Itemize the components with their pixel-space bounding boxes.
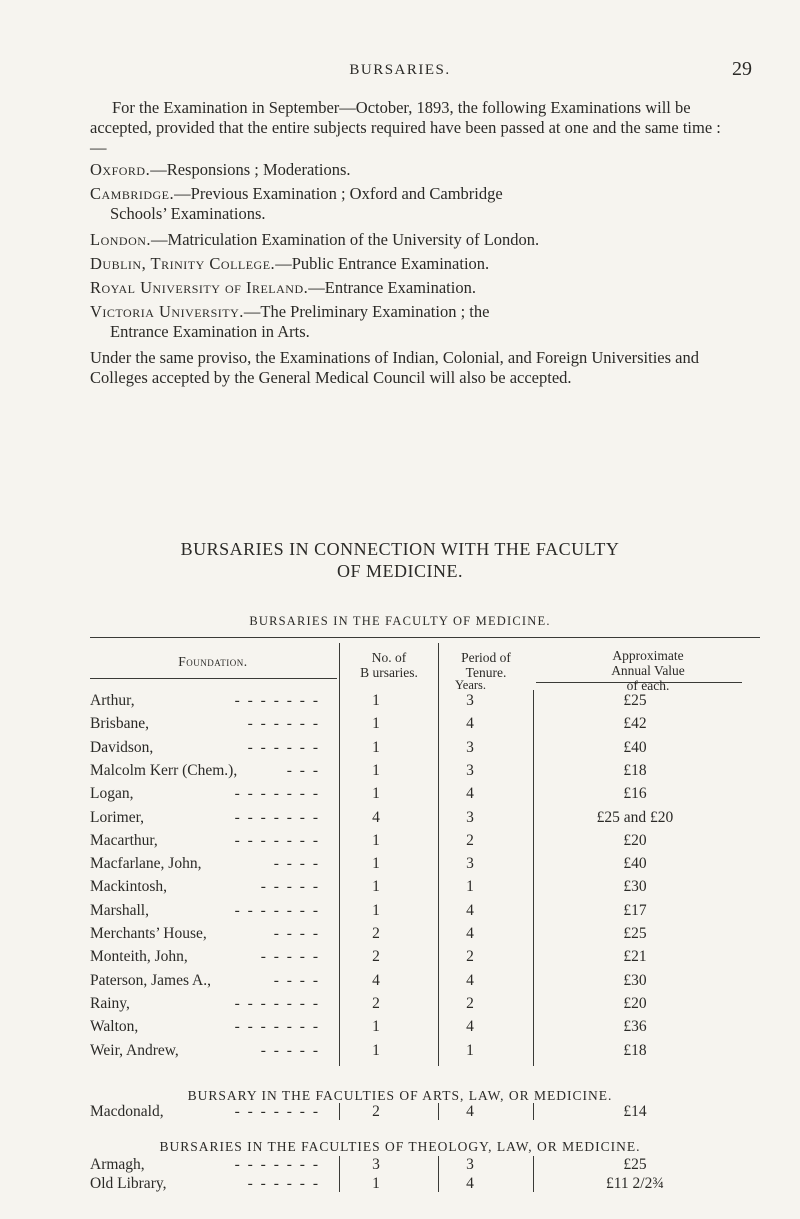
annual-value: £11 2/2¾ <box>606 1175 664 1192</box>
table-row <box>90 692 760 709</box>
annual-value: £25 <box>623 1156 647 1173</box>
exam-text: —Public Entrance Examination. <box>275 254 490 273</box>
bursary-count: 3 <box>372 1156 380 1173</box>
exam-institution: Victoria University. <box>90 302 244 321</box>
foundation-name: Rainy, <box>90 994 130 1012</box>
exam-text: —Responsions ; Moderations. <box>150 160 351 179</box>
tenure-years: 4 <box>466 785 474 803</box>
theology-section-title: BURSARIES IN THE FACULTIES OF THEOLOGY, LAW, OR MEDICINE. <box>159 1139 641 1154</box>
leader-dashes: - - - - - - - <box>234 1156 320 1173</box>
leader-dashes: - - - - - <box>260 878 320 896</box>
foundation-name: Old Library, <box>90 1175 167 1192</box>
foundation-name: Brisbane, <box>90 715 149 733</box>
header-number <box>340 650 438 680</box>
table-row <box>90 948 760 965</box>
bursary-count: 4 <box>372 808 380 826</box>
tenure-years: 2 <box>466 994 474 1012</box>
tenure-years: 4 <box>466 925 474 942</box>
bursary-count: 1 <box>372 761 380 779</box>
leader-dashes: - - - - - - - <box>234 808 320 826</box>
annual-value: £18 <box>623 1041 647 1059</box>
annual-value: £16 <box>623 785 647 803</box>
table-row <box>90 1175 760 1192</box>
leader-dashes: - - - - - - - <box>234 785 320 803</box>
tenure-years: 4 <box>466 1018 474 1036</box>
header-rule <box>90 678 337 679</box>
table-row <box>90 785 760 802</box>
bursary-count: 1 <box>372 878 380 896</box>
annual-value: £36 <box>623 1018 647 1036</box>
annual-value: £40 <box>623 855 647 873</box>
tenure-years: 4 <box>466 715 474 733</box>
table-row <box>90 1018 760 1035</box>
header-line: Tenure. <box>465 665 507 680</box>
foundation-name: Mackintosh, <box>90 878 168 896</box>
leader-dashes: - - - - <box>273 855 320 873</box>
tenure-years: 4 <box>466 901 474 919</box>
bursary-count: 2 <box>372 1103 380 1120</box>
bursary-count: 1 <box>372 831 380 849</box>
leader-dashes: - - - - - <box>260 1041 320 1059</box>
annual-value: £25 <box>623 925 647 942</box>
foundation-name: Walton, <box>90 1018 139 1036</box>
column-rule <box>438 1103 439 1120</box>
intro-paragraph: For the Examination in September—October, 1893, the following Examinations will be accepted, provided that the entire subjects required have been passed at one and the same time :— <box>90 98 721 157</box>
period-unit-label: Years. <box>455 678 487 692</box>
table-row <box>90 809 760 826</box>
tenure-years: 4 <box>466 1103 474 1120</box>
leader-dashes: - - - - - - - <box>234 1018 320 1036</box>
exam-oxford <box>90 160 730 180</box>
leader-dashes: - - - - <box>273 971 320 989</box>
exam-london <box>90 230 730 250</box>
main-title-line: BURSARIES IN CONNECTION WITH THE FACULTY <box>180 539 620 559</box>
exam-institution: Cambridge. <box>90 184 175 203</box>
exam-cambridge <box>90 184 730 224</box>
leader-dashes: - - - - - - <box>247 1175 320 1192</box>
bursary-count: 1 <box>372 785 380 803</box>
foundation-name: Weir, Andrew, <box>90 1041 179 1059</box>
exam-institution: London. <box>90 230 152 249</box>
annual-value: £21 <box>623 948 647 966</box>
foundation-name: Malcolm Kerr (Chem.), <box>90 761 238 779</box>
table-top-rule <box>90 637 760 638</box>
table-row <box>90 878 760 895</box>
header-line: Approximate <box>612 648 684 663</box>
foundation-name: Macdonald, <box>90 1103 164 1120</box>
table-row <box>90 972 760 989</box>
exam-text: —Matriculation Examination of the University of London. <box>151 230 540 249</box>
table-row <box>90 855 760 872</box>
table-row <box>90 1103 760 1120</box>
header-period <box>439 650 533 680</box>
foundation-name: Lorimer, <box>90 808 145 826</box>
tenure-years: 2 <box>466 948 474 966</box>
leader-dashes: - - - - <box>273 925 320 942</box>
bursary-count: 1 <box>372 1041 380 1059</box>
column-rule <box>339 1156 340 1192</box>
foundation-name: Paterson, James A., <box>90 971 211 989</box>
annual-value: £25 <box>623 692 647 709</box>
bursary-count: 4 <box>372 971 380 989</box>
annual-value: £14 <box>623 1103 647 1120</box>
bursary-count: 1 <box>372 901 380 919</box>
tenure-years: 2 <box>466 831 474 849</box>
header-line: B ursaries. <box>360 665 418 680</box>
tenure-years: 1 <box>466 878 474 896</box>
annual-value: £20 <box>623 994 647 1012</box>
exam-text: —Entrance Examination. <box>308 278 476 297</box>
exam-victoria <box>90 302 730 342</box>
exam-institution: Oxford. <box>90 160 151 179</box>
bursary-count: 2 <box>372 925 380 942</box>
annual-value: £42 <box>623 715 647 733</box>
table-row <box>90 1156 760 1173</box>
tenure-years: 3 <box>466 808 474 826</box>
bursary-count: 1 <box>372 715 380 733</box>
table-row <box>90 1042 760 1059</box>
foundation-name: Marshall, <box>90 901 149 919</box>
exam-continuation: Entrance Examination in Arts. <box>110 322 310 341</box>
exam-text: —The Preliminary Examination ; the <box>243 302 490 321</box>
table-title: BURSARIES IN THE FACULTY OF MEDICINE. <box>249 614 551 628</box>
header-value <box>534 648 762 693</box>
foundation-name: Macfarlane, John, <box>90 855 202 873</box>
leader-dashes: - - - - - - - <box>234 994 320 1012</box>
exam-institution: Dublin, Trinity College. <box>90 254 276 273</box>
leader-dashes: - - - - - - - <box>234 692 320 709</box>
column-rule <box>533 1156 534 1192</box>
bursary-count: 1 <box>372 692 380 709</box>
exam-text: —Previous Examination ; Oxford and Cambridge <box>174 184 503 203</box>
annual-value: £40 <box>623 738 647 756</box>
exam-continuation: Schools’ Examinations. <box>110 204 266 223</box>
annual-value: £20 <box>623 831 647 849</box>
header-line: of each. <box>626 678 670 693</box>
foundation-name: Arthur, <box>90 692 135 709</box>
exam-royal-university <box>90 278 730 298</box>
bursary-count: 1 <box>372 1175 380 1192</box>
tenure-years: 3 <box>466 1156 474 1173</box>
leader-dashes: - - - - - - - <box>234 1103 320 1120</box>
header-line: Period of <box>461 650 511 665</box>
foundation-name: Logan, <box>90 785 134 803</box>
exam-dublin <box>90 254 730 274</box>
tenure-years: 3 <box>466 738 474 756</box>
tenure-years: 4 <box>466 971 474 989</box>
header-line: Annual Value <box>611 663 685 678</box>
foundation-name: Macarthur, <box>90 831 158 849</box>
annual-value: £17 <box>623 901 647 919</box>
bursary-count: 2 <box>372 994 380 1012</box>
tenure-years: 3 <box>466 692 474 709</box>
column-rule <box>339 1103 340 1120</box>
bursary-count: 1 <box>372 1018 380 1036</box>
leader-dashes: - - - - - - - <box>234 901 320 919</box>
bursary-count: 2 <box>372 948 380 966</box>
leader-dashes: - - - - - - - <box>234 831 320 849</box>
leader-dashes: - - - - - - <box>247 715 320 733</box>
leader-dashes: - - - - - - <box>247 738 320 756</box>
table-row <box>90 925 760 942</box>
foundation-name: Monteith, John, <box>90 948 188 966</box>
table-row <box>90 715 760 732</box>
bursary-count: 1 <box>372 855 380 873</box>
bursary-count: 1 <box>372 738 380 756</box>
main-title-line: OF MEDICINE. <box>337 561 463 581</box>
column-rule <box>533 1103 534 1120</box>
foundation-name: Armagh, <box>90 1156 145 1173</box>
leader-dashes: - - - - - <box>260 948 320 966</box>
arts-section-title: BURSARY IN THE FACULTIES OF ARTS, LAW, OR MEDICINE. <box>187 1088 613 1103</box>
annual-value: £30 <box>623 971 647 989</box>
table-row <box>90 762 760 779</box>
foundation-name: Merchants’ House, <box>90 925 207 942</box>
foundation-name: Davidson, <box>90 738 154 756</box>
table-row <box>90 832 760 849</box>
table-row <box>90 739 760 756</box>
table-row <box>90 995 760 1012</box>
tenure-years: 4 <box>466 1175 474 1192</box>
column-rule <box>438 1156 439 1192</box>
header-foundation: Foundation. <box>178 654 248 669</box>
annual-value: £30 <box>623 878 647 896</box>
tenure-years: 1 <box>466 1041 474 1059</box>
annual-value: £18 <box>623 761 647 779</box>
tenure-years: 3 <box>466 761 474 779</box>
leader-dashes: - - - <box>286 761 320 779</box>
table-row <box>90 902 760 919</box>
tenure-years: 3 <box>466 855 474 873</box>
header-line: No. of <box>371 650 407 665</box>
exam-institution: Royal University of Ireland. <box>90 278 309 297</box>
running-title: BURSARIES. <box>349 62 451 78</box>
annual-value: £25 and £20 <box>596 808 674 826</box>
main-title <box>0 538 800 582</box>
page-number: 29 <box>732 58 752 80</box>
proviso-paragraph: Under the same proviso, the Examinations of Indian, Colonial, and Foreign Universities and Colleges accepted by the General Medical Council will also be accepted. <box>90 348 700 387</box>
